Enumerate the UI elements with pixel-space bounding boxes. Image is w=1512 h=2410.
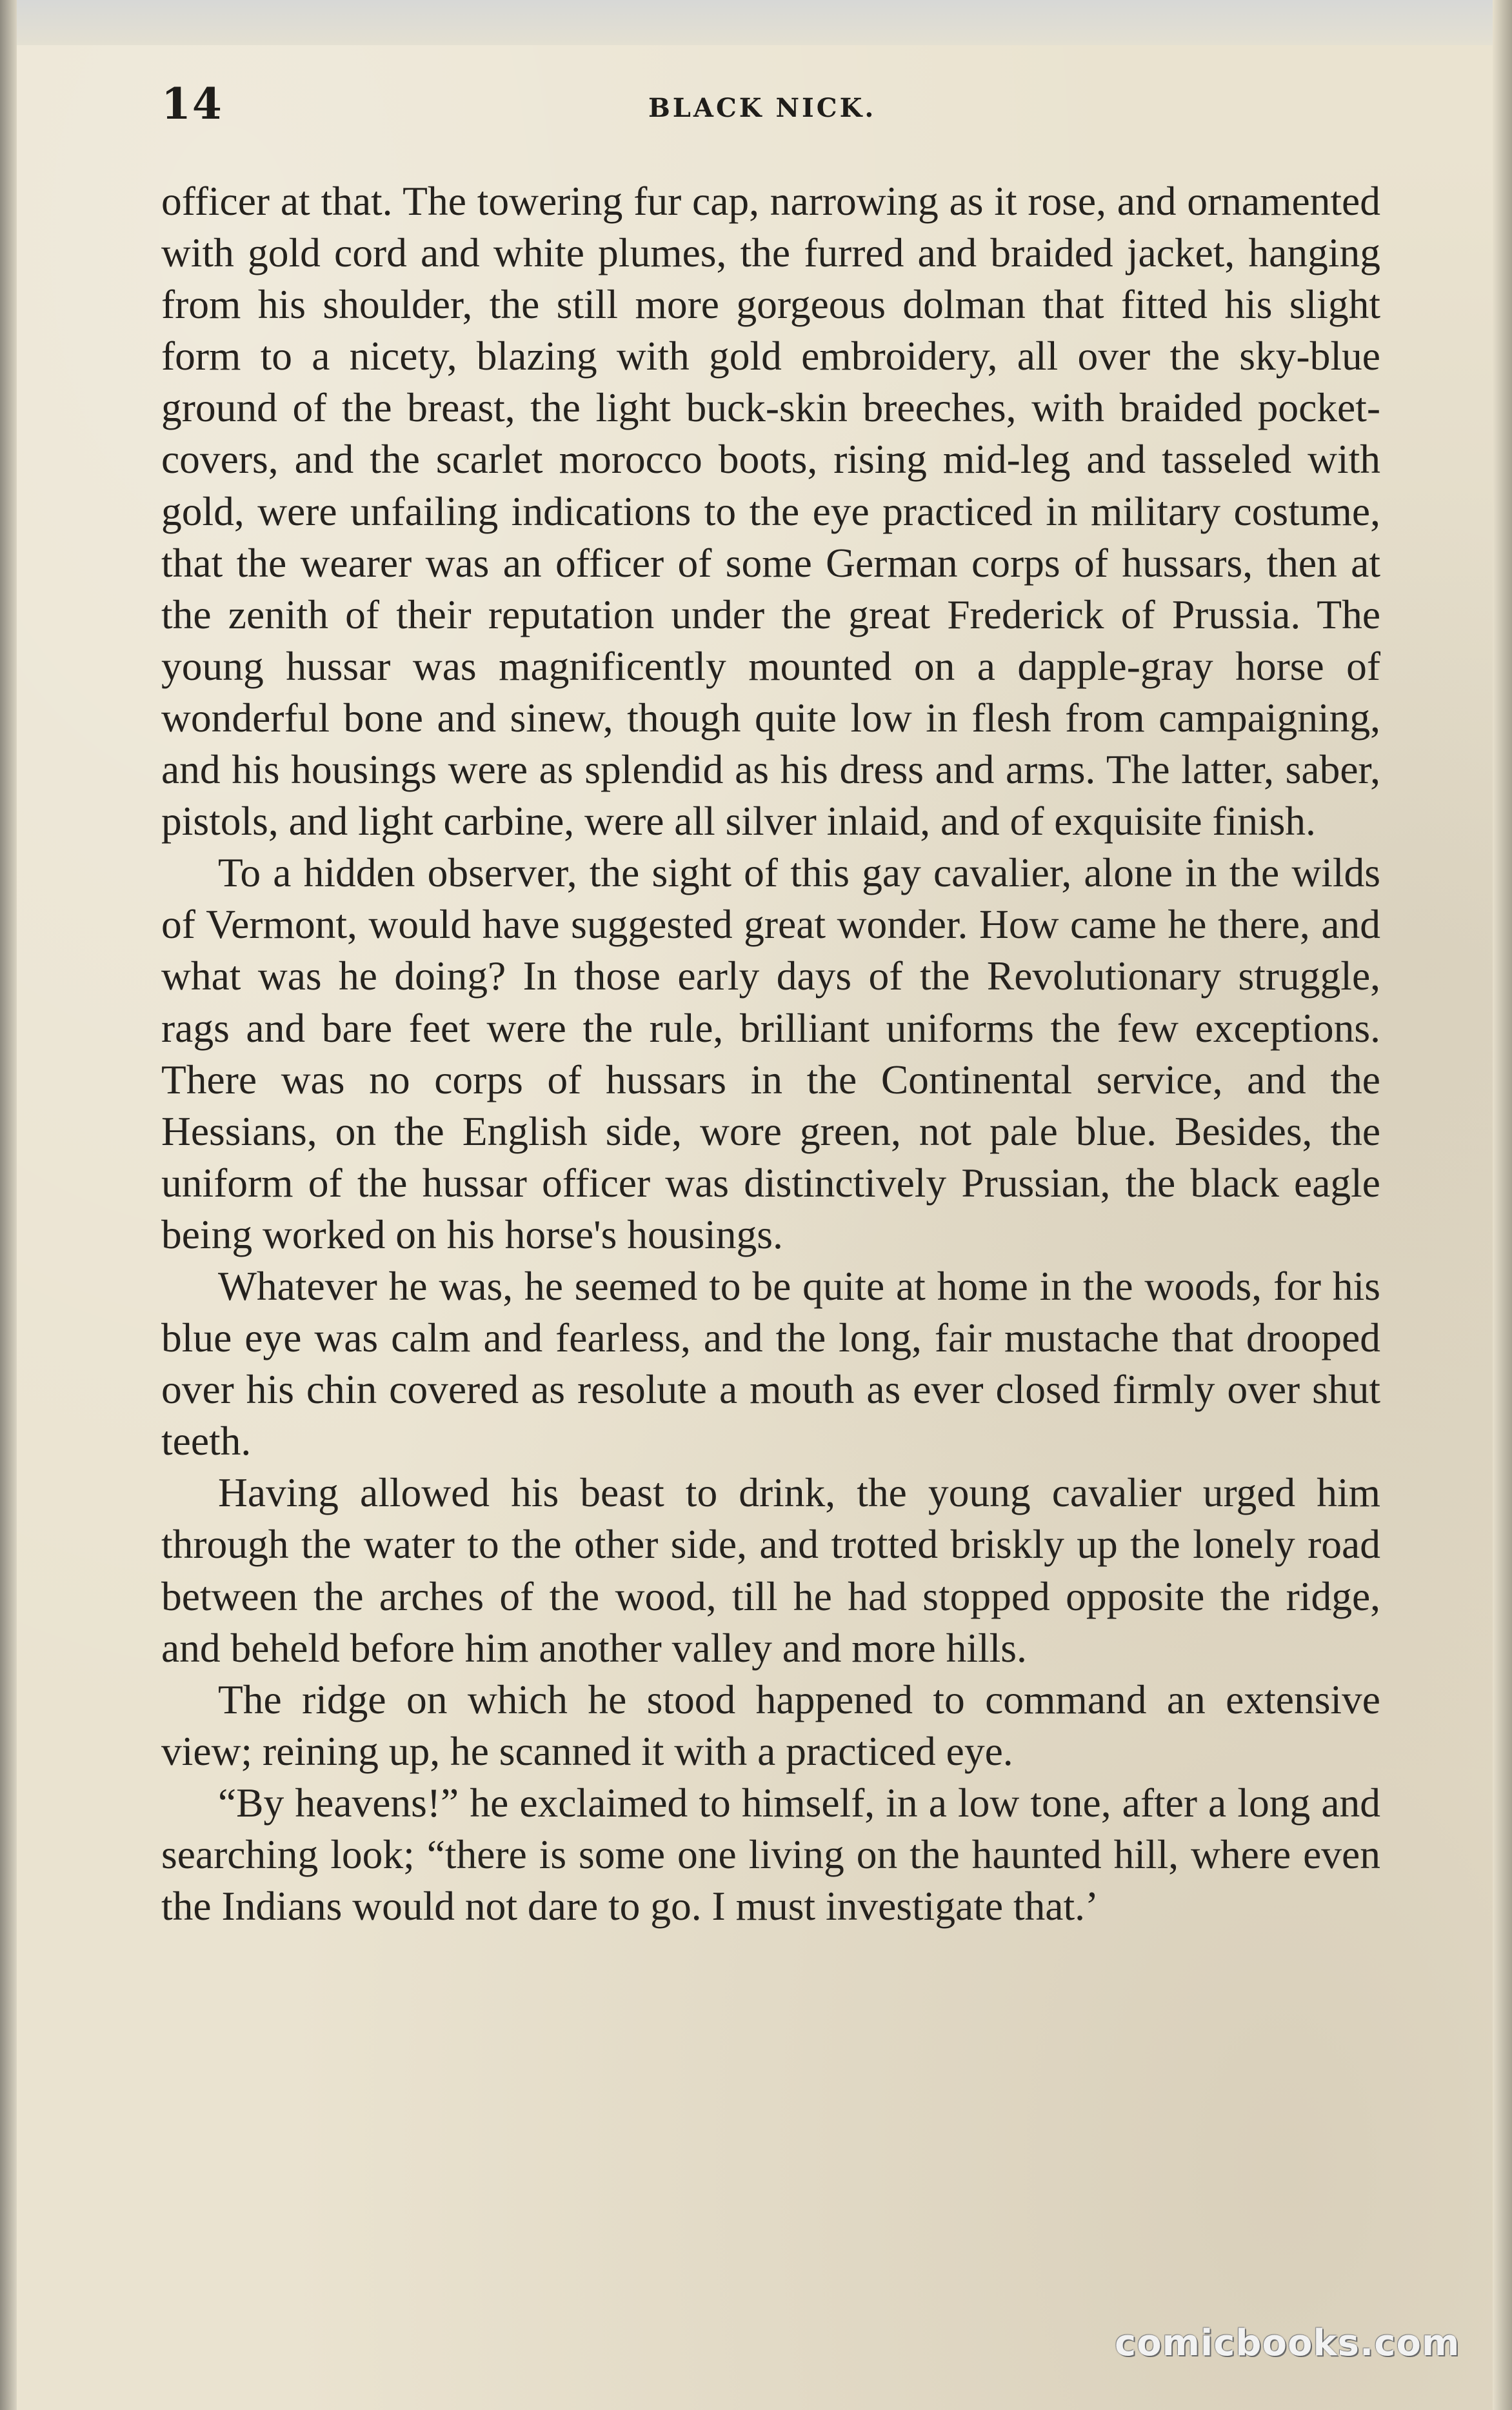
paragraph-6: “By heavens!” he exclaimed to himself, in a low tone, after a long and searching look; “there is some one living on the haunted hill, where even the Indians would not dare to go. I must investigate that.’ bbox=[161, 1779, 1380, 1929]
running-head: BLACK NICK. bbox=[648, 93, 877, 123]
page-left-edge bbox=[0, 0, 17, 2410]
body-text bbox=[161, 175, 1380, 1932]
paragraph-3: Whatever he was, he seemed to be quite at home in the woods, for his blue eye was calm and fearless, and the long, fair mustache that drooped over his chin covered as resolute a mouth as ever closed firmly over shut teeth. bbox=[161, 1262, 1380, 1464]
paragraph-4: Having allowed his beast to drink, the young cavalier urged him through the water to the other side, and trotted briskly up the lonely road between the arches of the wood, till he had stopped opposite the ridge, and beheld before him another valley and more hills. bbox=[161, 1469, 1380, 1671]
page-number: 14 bbox=[161, 79, 223, 129]
paragraph-1: officer at that. The towering fur cap, narrowing as it rose, and ornamented with gold cord and white plumes, the furred and braided jacket, hanging from his shoulder, the still more gorgeous dolman that fitted his slight form to a nicety, blazing with gold embroidery, all over the sky-blue ground of the breast, the light buck-skin breeches, with braided pocket-covers, and the scarlet morocco boots, rising mid-leg and tasseled with gold, were unfailing indications to the eye practiced in military costume, that the wearer was an officer of some German corps of hussars, then at the zenith of their reputation under the great Frederick of Prussia. The young hussar was magnificently mounted on a dapple-gray horse of wonderful bone and sinew, though quite low in flesh from campaigning, and his housings were as splendid as his dress and arms. The latter, saber, pistols, and light carbine, were all silver inlaid, and of exquisite finish. bbox=[161, 178, 1380, 844]
paragraph-2: To a hidden observer, the sight of this gay cavalier, alone in the wilds of Vermont, would have suggested great wonder. How came he there, and what was he doing? In those early days of the Revolutionary struggle, rags and bare feet were the rule, brilliant uniforms the few exceptions. There was no corps of hussars in the Continental service, and the Hessians, on the English side, wore green, not pale blue. Besides, the uniform of the hussar officer was distinctively Prussian, the black eagle being worked on his horse's housings. bbox=[161, 850, 1380, 1257]
page-top-band bbox=[0, 0, 1512, 45]
watermark-text: comicbooks.com bbox=[1115, 2322, 1460, 2364]
page-right-edge bbox=[1493, 0, 1512, 2410]
page-header bbox=[161, 79, 1374, 137]
paragraph-5: The ridge on which he stood happened to command an extensive view; reining up, he scanned it with a practiced eye. bbox=[161, 1676, 1380, 1774]
